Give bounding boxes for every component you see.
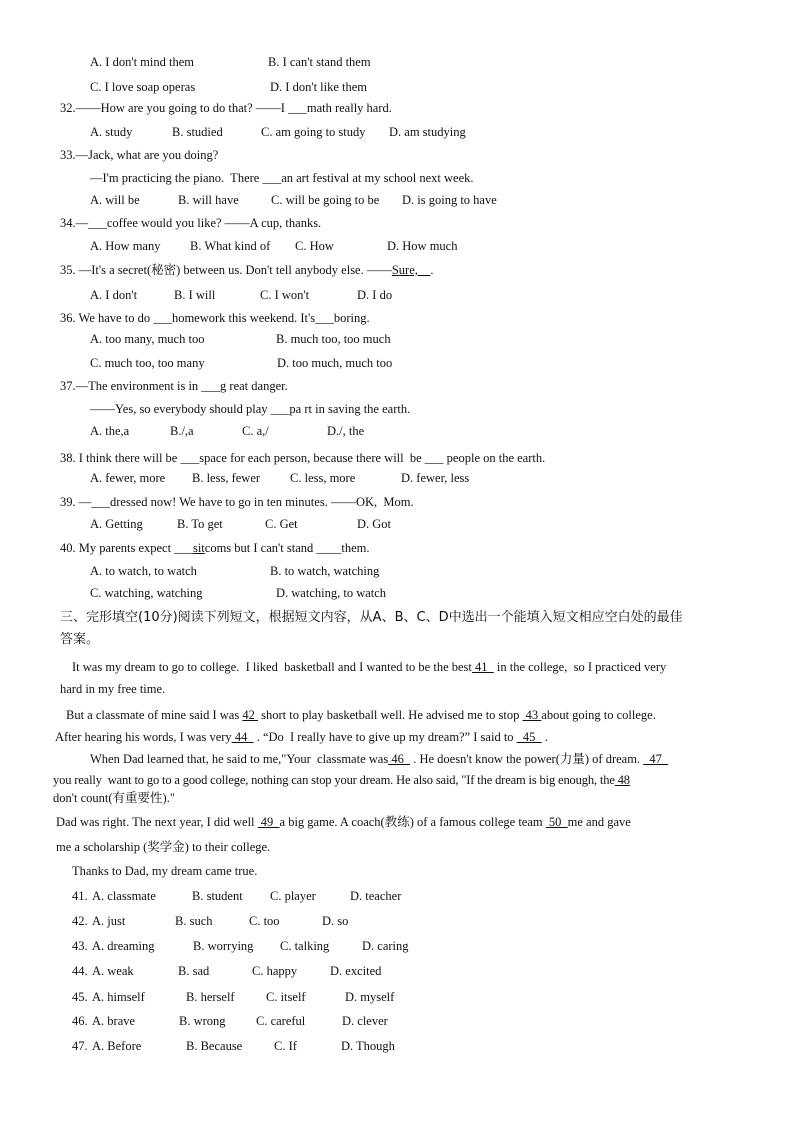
- q36-option-c: C. much too, too many: [90, 356, 205, 370]
- cloze-option-d: D. clever: [342, 1014, 388, 1028]
- q32-option-d: D. am studying: [389, 125, 466, 139]
- q38-option-a: A. fewer, more: [90, 471, 166, 485]
- q32-option-c: C. am going to study: [261, 125, 366, 139]
- cloze-number: 44.: [72, 964, 88, 978]
- passage-text: in the college, so I practiced very: [493, 660, 667, 674]
- blank-48: 48: [614, 773, 630, 787]
- passage-p3-line3: don't count(有重要性).": [53, 791, 175, 805]
- q35-option-b: B. I will: [174, 288, 216, 302]
- blank-41: 41: [471, 660, 494, 674]
- q38-option-c: C. less, more: [290, 471, 356, 485]
- cloze-option-a: A. just: [92, 914, 126, 928]
- q35-option-c: C. I won't: [260, 288, 310, 302]
- q40-underlined: sit: [192, 541, 205, 555]
- blank-42: 42: [242, 708, 258, 722]
- cloze-option-b: B. herself: [186, 990, 235, 1004]
- q35-text-post: .: [430, 263, 434, 277]
- cloze-option-c: C. careful: [256, 1014, 306, 1028]
- q34-option-a: A. How many: [90, 239, 161, 253]
- section3-heading-line2: 答案。: [60, 632, 100, 647]
- passage-text: you really want to go to a good college, nothing can stop your dream. He also said, "If the dream is big enough, the: [53, 773, 615, 787]
- q37-option-d: D./, the: [327, 424, 365, 438]
- cloze-option-b: B. student: [192, 889, 243, 903]
- q40-question: [60, 541, 370, 555]
- cloze-number: 43.: [72, 939, 88, 953]
- cloze-number: 41.: [72, 889, 88, 903]
- cloze-option-a: A. brave: [92, 1014, 136, 1028]
- cloze-option-d: D. so: [322, 914, 349, 928]
- cloze-number: 47.: [72, 1039, 88, 1053]
- blank-43: 43: [522, 708, 542, 722]
- q33-option-b: B. will have: [178, 193, 239, 207]
- blank-44: 44: [231, 730, 254, 744]
- cloze-option-b: B. sad: [178, 964, 210, 978]
- passage-text: It was my dream to go to college. I liked basketball and I wanted to be the best: [72, 660, 472, 674]
- q36-option-d: D. too much, much too: [277, 356, 393, 370]
- q35-text-pre: 35. —It's a secret(秘密) between us. Don't tell anybody else. ——: [60, 263, 392, 277]
- cloze-option-a: A. Before: [92, 1039, 142, 1053]
- q34-option-d: D. How much: [387, 239, 458, 253]
- cloze-option-a: A. himself: [92, 990, 145, 1004]
- q34-question: 34.—___coffee would you like? ——A cup, thanks.: [60, 216, 322, 230]
- q40-option-b: B. to watch, watching: [270, 564, 380, 578]
- q32-question: [60, 101, 392, 115]
- q33-option-a: A. will be: [90, 193, 140, 207]
- passage-p1-line2: hard in my free time.: [60, 682, 166, 696]
- q34-option-c: C. How: [295, 239, 334, 253]
- cloze-option-d: D. caring: [362, 939, 409, 953]
- q39-question: 39. —___dressed now! We have to go in ten minutes. ——OK, Mom.: [60, 495, 414, 509]
- q33-question-line1: 33.—Jack, what are you doing?: [60, 148, 219, 162]
- q32-text-pre: 32.——How are you going to do that? ——I: [60, 101, 289, 115]
- blank-46: 46: [388, 752, 411, 766]
- q36-option-b: B. much too, too much: [276, 332, 391, 346]
- passage-text: When Dad learned that, he said to me,"Your classmate was: [90, 752, 389, 766]
- q40-option-d: D. watching, to watch: [276, 586, 387, 600]
- blank-47: 47: [643, 752, 669, 766]
- passage-p4-line1: [56, 815, 631, 829]
- q39-option-b: B. To get: [177, 517, 223, 531]
- q35-option-a: A. I don't: [90, 288, 138, 302]
- q31-option-a: A. I don't mind them: [90, 55, 194, 69]
- passage-text: a big game. A coach(教练) of a famous college team: [279, 815, 546, 829]
- cloze-number: 46.: [72, 1014, 88, 1028]
- q39-option-c: C. Get: [265, 517, 298, 531]
- passage-text: . “Do I really have to give up my dream?” I said to: [253, 730, 517, 744]
- q35-blank: Sure,: [391, 263, 431, 277]
- q40-option-a: A. to watch, to watch: [90, 564, 197, 578]
- q40-text-pre: 40. My parents expect ___: [60, 541, 193, 555]
- q36-option-a: A. too many, much too: [90, 332, 205, 346]
- passage-p3-line1: [90, 752, 668, 766]
- q32-text-post: math really hard.: [306, 101, 392, 115]
- cloze-option-c: C. happy: [252, 964, 298, 978]
- q37-option-b: B./,a: [170, 424, 194, 438]
- cloze-option-b: B. such: [175, 914, 213, 928]
- cloze-option-b: B. worrying: [193, 939, 254, 953]
- cloze-option-c: C. If: [274, 1039, 297, 1053]
- q38-question: 38. I think there will be ___space for each person, because there will be ___ people on the earth.: [60, 451, 546, 465]
- cloze-option-c: C. talking: [280, 939, 330, 953]
- q33-option-c: C. will be going to be: [271, 193, 380, 207]
- passage-p2-line2: [55, 730, 548, 744]
- q31-option-c: C. I love soap operas: [90, 80, 196, 94]
- q39-option-d: D. Got: [357, 517, 392, 531]
- q35-option-d: D. I do: [357, 288, 393, 302]
- cloze-number: 42.: [72, 914, 88, 928]
- q38-option-b: B. less, fewer: [192, 471, 261, 485]
- passage-p5: Thanks to Dad, my dream came true.: [72, 864, 258, 878]
- q35-question: [60, 263, 434, 277]
- q32-blank: ___: [288, 101, 307, 115]
- section3-heading-line1: 三、完形填空(10分)阅读下列短文，根据短文内容，从A、B、C、D中选出一个能填入短文相应空白处的最佳: [60, 610, 683, 625]
- cloze-number: 45.: [72, 990, 88, 1004]
- cloze-option-a: A. weak: [92, 964, 134, 978]
- q37-question-line2: ——Yes, so everybody should play ___pa rt in saving the earth.: [90, 402, 411, 416]
- cloze-option-d: D. excited: [330, 964, 382, 978]
- q32-option-b: B. studied: [172, 125, 223, 139]
- q40-option-c: C. watching, watching: [90, 586, 203, 600]
- passage-p1-line1: [72, 660, 666, 674]
- q32-option-a: A. study: [90, 125, 133, 139]
- q36-question: 36. We have to do ___homework this weekend. It's___boring.: [60, 311, 370, 325]
- q38-option-d: D. fewer, less: [401, 471, 470, 485]
- passage-text: . He doesn't know the power(力量) of dream.: [410, 752, 644, 766]
- cloze-option-d: D. Though: [341, 1039, 395, 1053]
- q31-option-d: D. I don't like them: [270, 80, 368, 94]
- q37-option-c: C. a,/: [242, 424, 269, 438]
- passage-text: Dad was right. The next year, I did well: [56, 815, 258, 829]
- cloze-option-a: A. classmate: [92, 889, 156, 903]
- q34-option-b: B. What kind of: [190, 239, 271, 253]
- blank-50: 50: [545, 815, 568, 829]
- passage-text: But a classmate of mine said I was: [66, 708, 243, 722]
- cloze-option-d: D. myself: [345, 990, 395, 1004]
- q31-option-b: B. I can't stand them: [268, 55, 371, 69]
- passage-text: .: [541, 730, 548, 744]
- passage-text: short to play basketball well. He advised me to stop: [257, 708, 523, 722]
- q39-option-a: A. Getting: [90, 517, 143, 531]
- blank-45: 45: [516, 730, 542, 744]
- cloze-option-a: A. dreaming: [92, 939, 155, 953]
- passage-p4-line2: me a scholarship (奖学金) to their college.: [56, 840, 271, 854]
- cloze-option-c: C. itself: [266, 990, 306, 1004]
- cloze-option-c: C. too: [249, 914, 280, 928]
- q37-option-a: A. the,a: [90, 424, 130, 438]
- cloze-option-b: B. Because: [186, 1039, 243, 1053]
- passage-text: After hearing his words, I was very: [55, 730, 232, 744]
- cloze-option-d: D. teacher: [350, 889, 402, 903]
- passage-p3-line2: [53, 773, 630, 787]
- passage-p2-line1: [66, 708, 656, 722]
- blank-49: 49: [257, 815, 280, 829]
- q37-question-line1: 37.—The environment is in ___g reat danger.: [60, 379, 288, 393]
- passage-text: about going to college.: [541, 708, 656, 722]
- q33-option-d: D. is going to have: [402, 193, 497, 207]
- passage-text: me and gave: [567, 815, 631, 829]
- q33-question-line2: —I'm practicing the piano. There ___an art festival at my school next week.: [90, 171, 474, 185]
- q40-text-post: coms but I can't stand ____them.: [204, 541, 370, 555]
- cloze-option-c: C. player: [270, 889, 316, 903]
- cloze-option-b: B. wrong: [179, 1014, 226, 1028]
